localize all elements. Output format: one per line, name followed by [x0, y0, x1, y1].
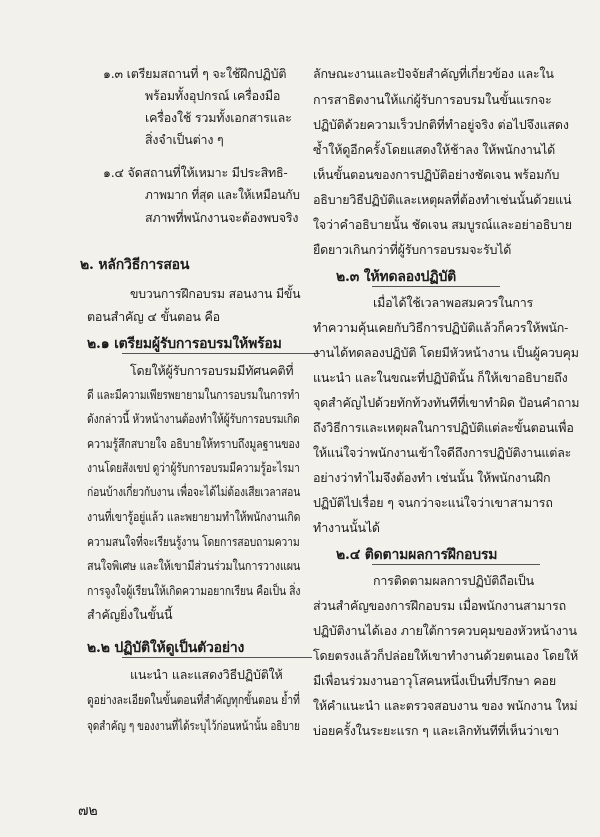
text-line: ปฏิบัติงานได้เอง ภายใต้การควบคุมของหัวหน้างาน	[313, 623, 577, 638]
text-line: แนะนำ และในขณะที่ปฏิบัตินั้น ก็ให้เขาอธิบายถึง	[313, 370, 568, 385]
text-line: พร้อมทั้งอุปกรณ์ เครื่องมือ	[145, 88, 281, 103]
text-line: การติดตามผลการปฏิบัติถือเป็น	[373, 573, 535, 588]
text-line: จุดสำคัญไปด้วยทักท้วงทันทีที่เขาทำผิด ป้อนคำถาม	[313, 395, 580, 410]
text-line: ภาพมาก ที่สุด และให้เหมือนกับ	[145, 187, 300, 202]
text-line: ให้แน่ใจว่าพนักงานเข้าใจดีถึงการปฏิบัติงานแต่ละ	[313, 445, 572, 460]
text-line: ความรู้สึกสบายใจ อธิบายให้ทราบถึงมูลฐานของ	[87, 436, 300, 451]
text-line: ซ้ำให้ดูอีกครั้งโดยแสดงให้ช้าลง ให้พนักงานได้	[313, 142, 556, 157]
text-line: งานที่เขารู้อยู่แล้ว และพยายามทำให้พนักงานเกิด	[87, 509, 301, 524]
text-line: แนะนำ และแสดงวิธีปฏิบัติให้	[130, 667, 283, 682]
text-line: สำคัญยิ่งในขั้นนี้	[87, 607, 173, 622]
text-line: ให้คำแนะนำ และตรวจสอบงาน ของ พนักงาน ใหม่	[313, 698, 578, 713]
text-line: ดูอย่างละเอียดในขั้นตอนที่สำคัญทุกขั้นตอน ย้ำที่	[87, 692, 300, 707]
text-line: ๑.๔ จัดสถานที่ให้เหมาะ มีประสิทธิ-	[103, 165, 288, 180]
text-line: งานโดยสังเขป ดูว่าผู้รับการอบรมมีความรู้อะไรมา	[87, 460, 300, 475]
heading-underline	[372, 286, 500, 287]
text-line: ตอนสำคัญ ๔ ขั้นตอน คือ	[87, 309, 220, 324]
text-line: ทำความคุ้นเคยกับวิธีการปฏิบัติแล้วก็ควรให้พนัก-	[313, 320, 569, 335]
text-line: ๑.๓ เตรียมสถานที่ ๆ จะใช้ฝึกปฏิบัติ	[103, 66, 287, 81]
text-line: ยืดยาวเกินกว่าที่ผู้รับการอบรมจะรับได้	[313, 242, 512, 257]
text-line: ลักษณะงานและปัจจัยสำคัญที่เกี่ยวข้อง และใน	[313, 66, 554, 81]
text-line: อย่างว่าทำไมจึงต้องทำ เช่นนั้น ให้พนักงานฝึก	[313, 470, 551, 485]
subsection-heading: ๒.๑ เตรียมผู้รับการอบรมให้พร้อม	[87, 336, 282, 352]
text-line: ใจว่าคำอธิบายนั้น ชัดเจน สมบูรณ์และอย่าอธิบาย	[313, 217, 572, 232]
subsection-heading: ๒.๒ ปฏิบัติให้ดูเป็นตัวอย่าง	[87, 640, 245, 656]
text-line: สนใจพิเศษ และให้เขามีส่วนร่วมในการวางแผน	[87, 558, 301, 573]
text-line: ปฏิบัติไปเรื่อย ๆ จนกว่าจะแน่ใจว่าเขาสามารถ	[313, 495, 553, 510]
heading-underline	[122, 353, 320, 354]
text-line: ถึงวิธีการและเหตุผลในการปฏิบัติแต่ละขั้นตอนเพื่อ	[313, 420, 574, 435]
heading-underline	[122, 657, 312, 658]
text-line: ทำงานนั้นได้	[313, 520, 380, 535]
text-line: มีเพื่อนร่วมงานอาวุโสคนหนึ่งเป็นที่ปรึกษา คอย	[313, 673, 556, 688]
text-line: ก่อนบ้างเกี่ยวกับงาน เพื่อจะได้ไม่ต้องเสียเวลาสอน	[87, 484, 301, 499]
subsection-heading: ๒.๓ ให้ทดลองปฏิบัติ	[336, 269, 457, 285]
text-line: ส่วนสำคัญของการฝึกอบรม เมื่อพนักงานสามารถ	[313, 598, 567, 613]
text-line: ดี และมีความเพียรพยายามในการอบรมในการทำ	[87, 387, 300, 402]
page-number: ๗๒	[78, 803, 98, 819]
section-heading: ๒. หลักวิธีการสอน	[80, 257, 190, 273]
text-line: บ่อยครั้งในระยะแรก ๆ และเลิกทันทีที่เห็นว่าเขา	[313, 723, 559, 738]
text-line: เครื่องใช้ รวมทั้งเอกสารและ	[145, 110, 292, 125]
text-line: การจูงใจผู้เรียนให้เกิดความอยากเรียน คือเป็น สิ่ง	[87, 583, 301, 598]
text-line: งานได้ทดลองปฏิบัติ โดยมีหัวหน้างาน เป็นผู้ควบคุม	[313, 345, 579, 360]
text-line: สิ่งจำเป็นต่าง ๆ	[145, 132, 224, 147]
text-line: เมื่อได้ใช้เวลาพอสมควรในการ	[373, 295, 534, 310]
text-line: อธิบายวิธีปฏิบัติและเหตุผลที่ต้องทำเช่นนั้นด้วยแน่	[313, 192, 572, 207]
text-line: จุดสำคัญ ๆ ของงานที่ได้ระบุไว้ก่อนหน้านั้น อธิบาย	[87, 718, 300, 733]
text-line: ขบวนการฝึกอบรม สอนงาน มีขั้น	[130, 286, 301, 301]
text-line: เห็นขั้นตอนของการปฏิบัติอย่างชัดเจน พร้อมกับ	[313, 167, 560, 182]
subsection-heading: ๒.๔ ติดตามผลการฝึกอบรม	[336, 547, 498, 563]
text-line: สภาพที่พนักงานจะต้องพบจริง	[145, 210, 299, 225]
text-line: ความสนใจที่จะเรียนรู้งาน โดยการสอบถามความ	[87, 534, 300, 549]
text-line: โดยให้ผู้รับการอบรมมีทัศนคติที่	[130, 363, 294, 378]
text-line: ดังกล่าวนี้ หัวหน้างานต้องทำให้ผู้รับการอบรมเกิด	[87, 411, 300, 426]
text-line: โดยตรงแล้วก็ปล่อยให้เขาทำงานด้วยตนเอง โดยให้	[313, 648, 579, 663]
text-line: การสาธิตงานให้แก่ผู้รับการอบรมในขั้นแรกจะ	[313, 92, 552, 107]
heading-underline	[372, 564, 540, 565]
text-line: ปฏิบัติด้วยความเร็วปกติที่ทำอยู่จริง ต่อไปจึงแสดง	[313, 117, 569, 132]
